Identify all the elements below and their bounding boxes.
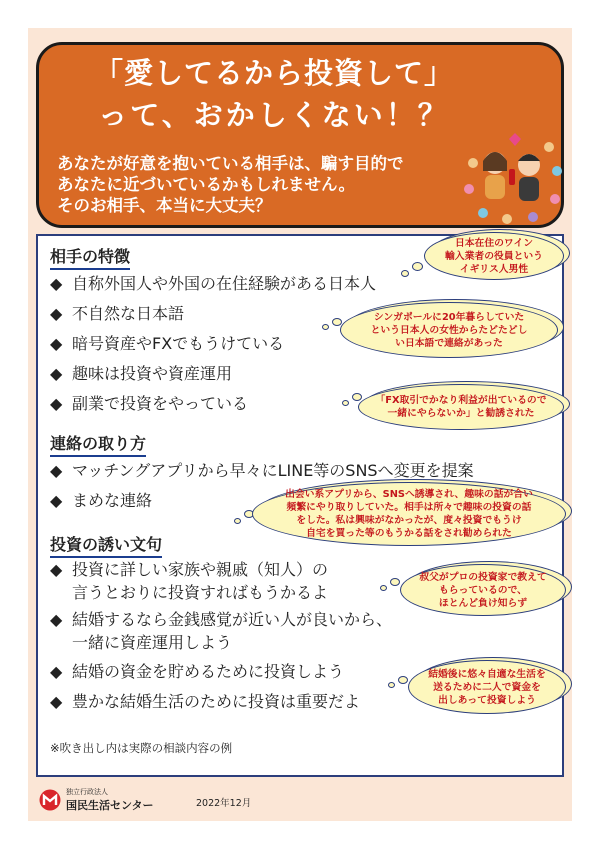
title-line-2: って、おかしくない！？ bbox=[98, 98, 450, 132]
lead-line-2: あなたに近づいているかもしれません。 bbox=[57, 175, 355, 194]
kokusen-logo-icon bbox=[38, 789, 62, 811]
org-type: 独立行政法人 bbox=[66, 788, 108, 796]
section-title-pitch: 投資の誘い文句 bbox=[50, 532, 162, 558]
bubble-tail-dot bbox=[342, 400, 349, 406]
speech-bubble: 結婚後に悠々自適な生活を 送るために二人で資金を 出しあって投資しよう bbox=[408, 660, 566, 714]
list-item: ◆ 結婚の資金を貯めるために投資しよう bbox=[50, 662, 345, 681]
diamond-bullet-icon: ◆ bbox=[50, 491, 63, 510]
lead-line-1: あなたが好意を抱いている相手は、騙す目的で bbox=[57, 154, 404, 173]
list-item: ◆ 投資に詳しい家族や親戚（知人）の 言うとおりに投資すればもうかるよ bbox=[50, 560, 329, 602]
diamond-bullet-icon: ◆ bbox=[50, 692, 63, 711]
list-item: ◆ 自称外国人や外国の在住経験がある日本人 bbox=[50, 274, 377, 293]
section-title-features: 相手の特徴 bbox=[50, 244, 130, 270]
speech-bubble: シンガポールに20年暮らしていた という日本人の女性からたどたどし い日本語で連絡があった bbox=[340, 302, 558, 358]
list-item: ◆ まめな連絡 bbox=[50, 491, 153, 510]
org-name: 国民生活センター bbox=[66, 799, 154, 812]
bubble-tail-dot bbox=[412, 262, 423, 271]
bubble-tail-dot bbox=[388, 682, 395, 688]
speech-bubble: 出会い系アプリから、SNSへ誘導され、趣味の話が合い 頻繁にやり取りしていた。相手は所々で趣味の投資の話 をした。私は興味がなかったが、度々投資でもうけ 自宅を買った等のもうかる話をされ勧められた bbox=[252, 482, 566, 546]
lead-line-3: そのお相手、本当に大丈夫？ bbox=[57, 196, 272, 215]
diamond-bullet-icon: ◆ bbox=[50, 394, 63, 413]
bubble-tail-dot bbox=[401, 270, 409, 277]
bubble-tail-dot bbox=[234, 518, 241, 524]
diamond-bullet-icon: ◆ bbox=[50, 461, 63, 480]
footnote: ※吹き出し内は実際の相談内容の例 bbox=[50, 741, 233, 755]
list-item: ◆ 不自然な日本語 bbox=[50, 304, 185, 323]
diamond-bullet-icon: ◆ bbox=[50, 610, 63, 629]
title-line-1: 「愛してるから投資して」 bbox=[93, 56, 454, 90]
couple-illustration-icon bbox=[457, 127, 567, 227]
bubble-tail-dot bbox=[322, 324, 329, 330]
diamond-bullet-icon: ◆ bbox=[50, 364, 63, 383]
speech-bubble: 日本在住のワイン 輸入業者の役員という イギリス人男性 bbox=[424, 232, 564, 280]
diamond-bullet-icon: ◆ bbox=[50, 560, 63, 579]
issue-date: 2022年12月 bbox=[196, 798, 252, 809]
list-item: ◆ 豊かな結婚生活のために投資は重要だよ bbox=[50, 692, 361, 711]
bubble-tail-dot bbox=[398, 676, 408, 684]
diamond-bullet-icon: ◆ bbox=[50, 334, 63, 353]
section-title-contact: 連絡の取り方 bbox=[50, 431, 146, 457]
bubble-tail-dot bbox=[390, 578, 400, 586]
list-item: ◆ 副業で投資をやっている bbox=[50, 394, 249, 413]
speech-bubble: 叔父がプロの投資家で教えて もらっているので、 ほとんど負け知らず bbox=[400, 564, 566, 616]
diamond-bullet-icon: ◆ bbox=[50, 274, 63, 293]
list-item: ◆ マッチングアプリから早々にLINE等のSNSへ変更を提案 bbox=[50, 461, 474, 480]
list-item: ◆ 結婚するなら金銭感覚が近い人が良いから、 一緒に資産運用しよう bbox=[50, 610, 393, 652]
speech-bubble: 「FX取引でかなり利益が出ているので 一緒にやらないか」と勧誘された bbox=[358, 384, 564, 430]
bubble-tail-dot bbox=[380, 585, 387, 591]
diamond-bullet-icon: ◆ bbox=[50, 662, 63, 681]
header-banner bbox=[36, 42, 564, 228]
list-item: ◆ 暗号資産やFXでもうけている bbox=[50, 334, 285, 353]
diamond-bullet-icon: ◆ bbox=[50, 304, 63, 323]
list-item: ◆ 趣味は投資や資産運用 bbox=[50, 364, 233, 383]
bubble-tail-dot bbox=[352, 393, 362, 401]
